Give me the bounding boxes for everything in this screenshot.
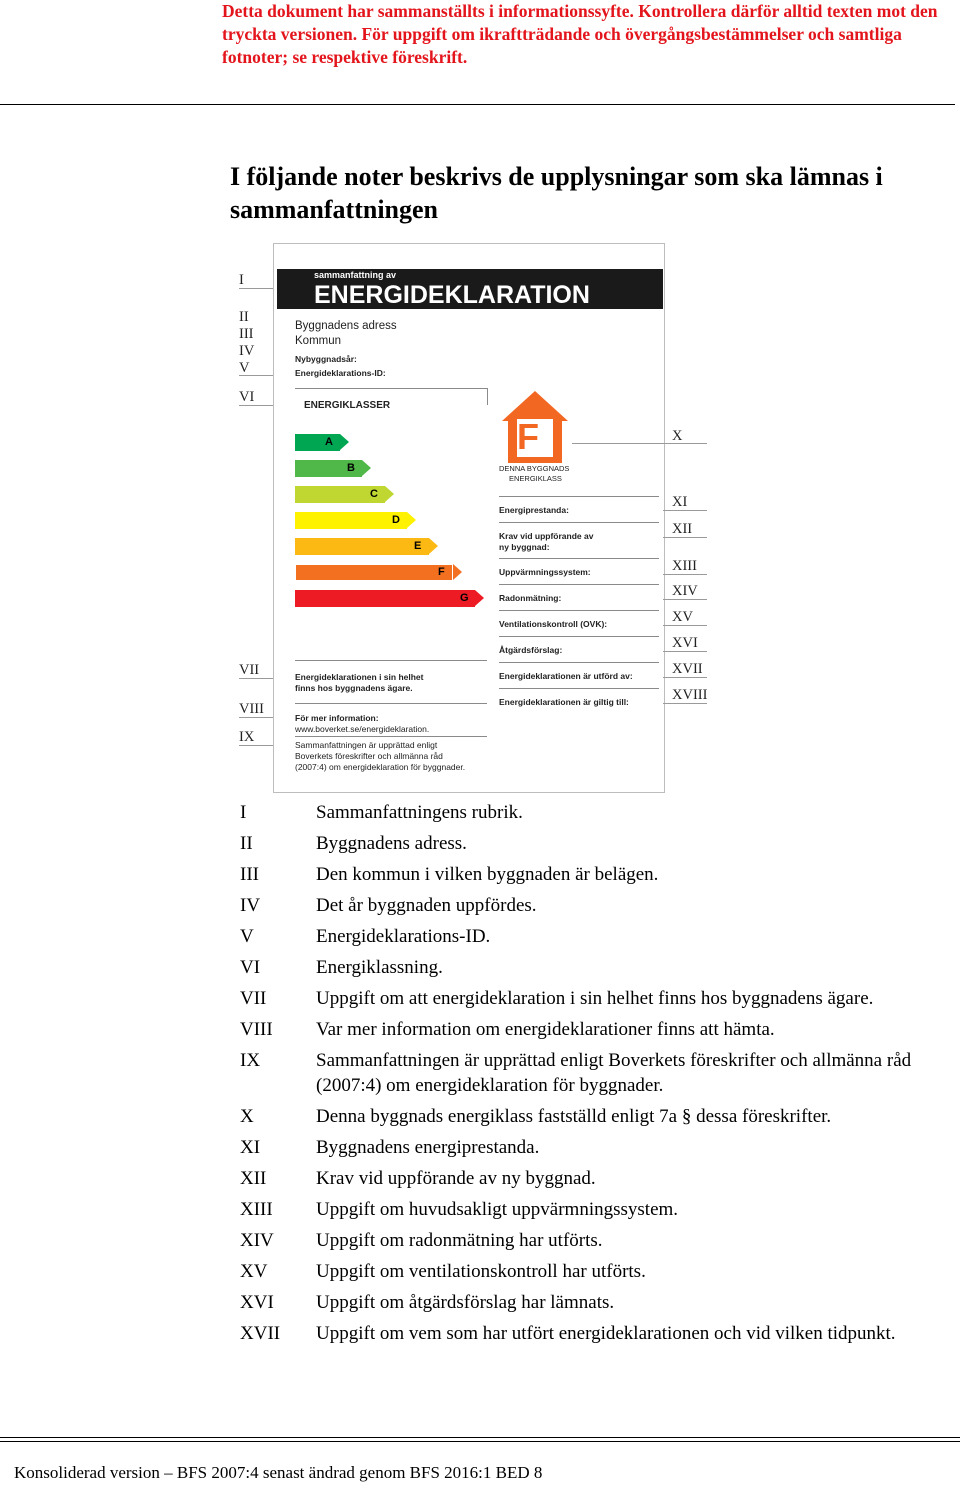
disclaimer-notice: Detta dokument har sammanställts i informationssyfte. Kontrollera därför alltid texten mot den tryckta versionen. För uppgift om ikraftträdande och övergångsbestämmelser och samtliga fotnoter; se respektive föreskrift. (222, 1, 938, 67)
notes-list (240, 800, 940, 1346)
note-item (240, 1017, 940, 1042)
annotation-left-v: V (239, 360, 250, 376)
note-number: V (240, 926, 254, 947)
note-number: X (240, 1106, 254, 1127)
note-item (240, 862, 940, 887)
figure-legal-3: (2007:4) om energideklaration för byggnader. (295, 762, 466, 772)
note-number: XV (240, 1261, 268, 1282)
page-footer: Konsoliderad version – BFS 2007:4 senast ändrad genom BFS 2016:1 BED 8 (14, 1463, 543, 1482)
annotation-right-xiii: XIII (672, 558, 697, 574)
note-text: Uppgift om att energideklaration i sin helhet finns hos byggnadens ägare. (316, 988, 874, 1009)
note-number: III (240, 864, 259, 885)
note-number: I (240, 802, 247, 823)
figure-id: Energideklarations-ID: (295, 368, 386, 378)
field-krav-1: Krav vid uppförande av (499, 531, 594, 541)
note-text: Uppgift om ventilationskontroll har utförts. (316, 1261, 646, 1282)
house-caption-2: ENERGIKLASS (509, 474, 562, 483)
note-number: VIII (240, 1019, 273, 1040)
field-utford-av: Energideklarationen är utförd av: (499, 671, 633, 681)
figure-divider-v (487, 388, 488, 405)
note-number: VII (240, 988, 267, 1009)
field-krav-2: ny byggnad: (499, 542, 550, 552)
note-number: IX (240, 1050, 261, 1071)
note-number: XII (240, 1168, 267, 1189)
figure-nybyggnadsar: Nybyggnadsår: (295, 354, 357, 364)
annotation-right-xvi: XVI (672, 635, 698, 651)
figure-info-1: För mer information: (295, 713, 379, 723)
note-text: Uppgift om huvudsakligt uppvärmningssystem. (316, 1199, 679, 1220)
note-item (240, 1104, 940, 1129)
annotation-right-xiv: XIV (672, 583, 698, 599)
energy-declaration-figure: sammanfattning av ENERGIDEKLARATION Byggnadens adress Kommun Nybyggnadsår: Energideklarations-ID: ENERGIKLASSER A B C D E F G F DENNA BYGGNADS ENERGIKLASS Energiprestanda: Krav vid uppförande av ny byggnad: Uppvärmningssystem: Radonmätning: Ventilationskontroll (OVK): Åtgärdsförslag: Energideklarationen är utförd av: Energideklarationen är giltig till: Energideklarationen i sin helhet finns hos byggnadens ägare. För mer information: www.boverket.se/energideklaration. Sammanfattningen är upprättad enligt Boverkets föreskrifter och allmänna råd (2007:4) om energideklaration för byggnader. (273, 243, 665, 793)
note-item (240, 1259, 940, 1284)
note-number: XIV (240, 1230, 274, 1251)
note-item (240, 893, 940, 918)
annotation-left-iii: III (239, 326, 254, 342)
field-radon: Radonmätning: (499, 593, 562, 603)
figure-header-subtitle: sammanfattning av (314, 270, 397, 280)
annotation-left-i: I (239, 272, 244, 288)
note-text: Var mer information om energideklarationer finns att hämta. (316, 1019, 775, 1040)
note-item (240, 1166, 940, 1191)
top-divider-bold (214, 104, 955, 105)
note-text: Sammanfattningen är upprättad enligt Boverkets föreskrifter och allmänna råd (2007:4) om energideklaration för byggnader. (316, 1050, 912, 1096)
figure-legal-1: Sammanfattningen är upprättad enligt (295, 740, 438, 750)
annotation-right-xviii: XVIII (672, 687, 708, 703)
note-text: Denna byggnads energiklass fastställd enligt 7a § dessa föreskrifter. (316, 1106, 832, 1127)
note-number: XIII (240, 1199, 273, 1220)
annotation-right-x: X (672, 428, 683, 444)
annotation-right-xv: XV (672, 609, 693, 625)
note-number: IV (240, 895, 261, 916)
figure-divider (295, 388, 487, 389)
note-text: Krav vid uppförande av ny byggnad. (316, 1168, 596, 1189)
note-number: XI (240, 1137, 261, 1158)
figure-helhet-2: finns hos byggnadens ägare. (295, 683, 413, 693)
annotation-left-ii: II (239, 309, 249, 325)
note-text: Det år byggnaden uppfördes. (316, 895, 537, 916)
field-atgard: Åtgärdsförslag: (499, 645, 563, 655)
note-text: Den kommun i vilken byggnaden är belägen. (316, 864, 659, 885)
note-item (240, 800, 940, 825)
note-item (240, 1290, 940, 1315)
note-number: VI (240, 957, 261, 978)
note-item (240, 831, 940, 856)
note-text: Uppgift om radonmätning har utförts. (316, 1230, 603, 1251)
footer-divider (0, 1437, 960, 1438)
note-item (240, 1228, 940, 1253)
note-item (240, 924, 940, 949)
note-item (240, 955, 940, 980)
figure-info-2: www.boverket.se/energideklaration. (295, 724, 430, 734)
figure-kommun: Kommun (295, 335, 342, 347)
note-number: XVI (240, 1292, 274, 1313)
note-text: Uppgift om vem som har utfört energideklarationen och vid vilken tidpunkt. (316, 1323, 896, 1344)
note-text: Byggnadens adress. (316, 833, 467, 854)
annotation-left-ix: IX (239, 729, 255, 745)
note-number: II (240, 833, 253, 854)
annotation-right-xi: XI (672, 494, 688, 510)
field-energiprestanda: Energiprestanda: (499, 505, 569, 515)
annotation-left-vi: VI (239, 389, 255, 405)
field-ovk: Ventilationskontroll (OVK): (499, 619, 608, 629)
annotation-left-iv: IV (239, 343, 255, 359)
note-item (240, 1048, 940, 1098)
figure-header-title: ENERGIDEKLARATION (314, 281, 590, 309)
figure-address: Byggnadens adress (295, 320, 397, 332)
field-uppvarmning: Uppvärmningssystem: (499, 567, 591, 577)
annotation-left-viii: VIII (239, 701, 264, 717)
note-item (240, 1197, 940, 1222)
note-item (240, 1135, 940, 1160)
annotation-right-xvii: XVII (672, 661, 703, 677)
field-giltig-till: Energideklarationen är giltig till: (499, 697, 629, 707)
figure-helhet-1: Energideklarationen i sin helhet (295, 672, 424, 682)
figure-energiklasser: ENERGIKLASSER (304, 400, 391, 411)
note-text: Energideklarations-ID. (316, 926, 491, 947)
note-item (240, 986, 940, 1011)
figure-legal-2: Boverkets föreskrifter och allmänna råd (295, 751, 443, 761)
figure-header (277, 269, 663, 309)
section-heading: I följande noter beskrivs de upplysningar som ska lämnas i sammanfattningen (230, 162, 883, 224)
house-class-letter: F (517, 416, 539, 457)
annotation-right-xii: XII (672, 521, 693, 537)
note-text: Byggnadens energiprestanda. (316, 1137, 540, 1158)
note-item (240, 1321, 940, 1346)
note-text: Sammanfattningens rubrik. (316, 802, 523, 823)
note-number: XVII (240, 1323, 281, 1344)
footer-divider-2 (0, 1441, 960, 1442)
note-text: Energiklassning. (316, 957, 443, 978)
note-text: Uppgift om åtgärdsförslag har lämnats. (316, 1292, 615, 1313)
annotation-left-vii: VII (239, 662, 260, 678)
house-caption-1: DENNA BYGGNADS (499, 464, 570, 473)
